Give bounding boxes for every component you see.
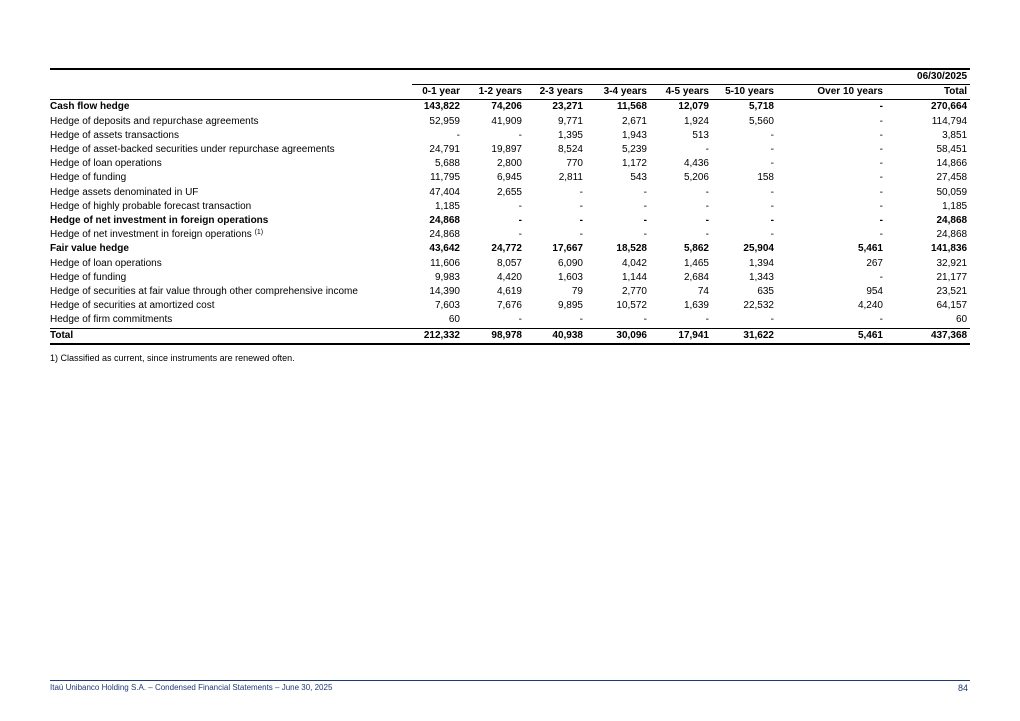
table-row [50, 171, 970, 185]
cell-value: 7,676 [496, 300, 522, 312]
cell-value: - [518, 314, 522, 326]
cell-value: 2,811 [558, 172, 583, 184]
column-header: 0-1 year [412, 85, 463, 100]
cell-value: 9,983 [434, 271, 460, 283]
cell-value: 2,671 [621, 115, 647, 127]
column-header: 2-3 years [525, 85, 586, 100]
cell-value: 14,390 [429, 286, 460, 298]
cell-value: 4,420 [496, 271, 522, 283]
row-label: Fair value hedge [50, 243, 129, 255]
cell-value: 270,664 [930, 101, 968, 113]
row-label: Hedge of loan operations [50, 257, 162, 269]
cell-value: 1,144 [621, 271, 647, 283]
total-value: 5,461 [777, 328, 886, 344]
cell-value: 24,868 [429, 229, 460, 241]
cell-value: - [770, 314, 774, 326]
footer-divider [50, 680, 970, 681]
footnote: 1) Classified as current, since instruments are renewed often. [50, 353, 295, 363]
cell-value: - [879, 101, 883, 113]
cell-value: 2,684 [683, 271, 709, 283]
cell-value: - [643, 314, 647, 326]
row-label: Hedge of assets transactions [50, 129, 179, 141]
footnote-marker: (1) [254, 229, 264, 237]
table-row [50, 257, 970, 271]
table-row [50, 143, 970, 157]
table-row [50, 285, 970, 299]
table-row [50, 228, 970, 242]
cell-value: 635 [757, 286, 774, 298]
cell-value: 1,603 [557, 271, 583, 283]
row-label: Hedge of funding [50, 172, 127, 184]
cell-value: - [518, 229, 522, 241]
cell-value: - [879, 229, 883, 241]
cell-value: - [579, 186, 583, 198]
cell-value: 4,619 [496, 286, 522, 298]
cell-value: 9,895 [557, 300, 583, 312]
cell-value: 24,791 [429, 144, 460, 156]
row-label: Hedge of securities at amortized cost [50, 300, 215, 312]
cell-value: - [643, 229, 647, 241]
cell-value: - [879, 115, 883, 127]
cell-value: 74,206 [491, 101, 522, 113]
row-label: Hedge of securities at fair value through other comprehensive income [50, 286, 358, 298]
row-label: Hedge of deposits and repurchase agreements [50, 115, 259, 127]
cell-value: 64,157 [936, 300, 968, 312]
row-label: Hedge of net investment in foreign operations [50, 229, 252, 241]
cell-value: 954 [866, 286, 883, 298]
cell-value: 158 [757, 172, 774, 184]
row-label: Hedge of funding [50, 271, 127, 283]
cell-value: 267 [866, 257, 883, 269]
cell-value: 1,395 [557, 129, 583, 141]
cell-value: 27,458 [936, 172, 968, 184]
table-row [50, 299, 970, 313]
cell-value: - [705, 186, 709, 198]
cell-value: - [879, 158, 883, 170]
cell-value: 21,177 [936, 271, 968, 283]
column-header: 1-2 years [463, 85, 525, 100]
table-row [50, 157, 970, 171]
cell-value: - [456, 129, 460, 141]
cell-value: 1,185 [942, 200, 968, 212]
cell-value: - [879, 144, 883, 156]
cell-value: 2,800 [496, 158, 522, 170]
table-row [50, 271, 970, 285]
cell-value: 3,851 [942, 129, 968, 141]
cell-value: 5,862 [683, 243, 709, 255]
cell-value: 7,603 [434, 300, 460, 312]
cell-value: 4,436 [683, 158, 709, 170]
cell-value: - [643, 186, 647, 198]
row-label: Hedge of net investment in foreign operations [50, 215, 269, 227]
cell-value: - [770, 129, 774, 141]
cell-value: 1,185 [434, 200, 460, 212]
column-header: Total [886, 85, 970, 100]
cell-value: 74 [697, 286, 709, 298]
cell-value: - [705, 215, 709, 227]
cell-value: - [770, 158, 774, 170]
total-value: 437,368 [886, 328, 970, 344]
row-label: Cash flow hedge [50, 101, 130, 113]
total-value: 30,096 [586, 328, 650, 344]
cell-value: - [579, 215, 583, 227]
cell-value: 24,868 [936, 229, 968, 241]
cell-value: - [705, 314, 709, 326]
column-header: 3-4 years [586, 85, 650, 100]
cell-value: 4,240 [857, 300, 883, 312]
cell-value: - [643, 200, 647, 212]
row-label: Hedge of highly probable forecast transaction [50, 200, 252, 212]
page-number: 84 [957, 683, 968, 693]
cell-value: 32,921 [936, 257, 968, 269]
group-row [50, 242, 970, 256]
cell-value: - [770, 229, 774, 241]
cell-value: 60 [955, 314, 968, 326]
cell-value: - [518, 129, 522, 141]
row-label: Hedge assets denominated in UF [50, 186, 199, 198]
cell-value: 14,866 [936, 158, 968, 170]
cell-value: - [879, 186, 883, 198]
cell-value: 58,451 [936, 144, 968, 156]
cell-value: - [879, 172, 883, 184]
cell-value: 23,521 [936, 286, 968, 298]
cell-value: - [879, 215, 883, 227]
cell-value: 10,572 [616, 300, 647, 312]
cell-value: 5,560 [748, 115, 774, 127]
total-label: Total [50, 328, 412, 344]
cell-value: 543 [630, 172, 647, 184]
cell-value: 1,924 [683, 115, 709, 127]
cell-value: - [879, 314, 883, 326]
cell-value: 513 [692, 129, 709, 141]
cell-value: 41,909 [491, 115, 522, 127]
column-header: Over 10 years [777, 85, 886, 100]
cell-value: 114,794 [931, 115, 968, 127]
cell-value: 25,904 [743, 243, 774, 255]
cell-value: - [770, 200, 774, 212]
cell-value: 6,945 [496, 172, 522, 184]
cell-value: 5,239 [621, 144, 647, 156]
cell-value: - [643, 215, 647, 227]
cell-value: 24,772 [491, 243, 522, 255]
cell-value: 24,868 [429, 215, 460, 227]
cell-value: 143,822 [423, 101, 460, 113]
table-row [50, 186, 970, 200]
cell-value: 1,465 [683, 257, 709, 269]
table-row [50, 200, 970, 214]
row-label: Hedge of asset-backed securities under repurchase agreements [50, 144, 335, 156]
cell-value: - [705, 200, 709, 212]
cell-value: 9,771 [557, 115, 583, 127]
cell-value: 1,343 [748, 271, 774, 283]
cell-value: - [770, 186, 774, 198]
cell-value: 4,042 [621, 257, 647, 269]
cell-value: 47,404 [429, 186, 460, 198]
cell-value: 141,836 [930, 243, 968, 255]
total-row [50, 328, 970, 344]
cell-value: 11,606 [430, 257, 460, 269]
column-header: 5-10 years [712, 85, 777, 100]
cell-value: 6,090 [557, 257, 583, 269]
cell-value: 1,943 [621, 129, 647, 141]
cell-value: - [879, 200, 883, 212]
cell-value: 43,642 [429, 243, 460, 255]
cell-value: 79 [571, 286, 583, 298]
table-row [50, 129, 970, 143]
cell-value: 1,394 [748, 257, 774, 269]
cell-value: - [579, 229, 583, 241]
cell-value: - [705, 229, 709, 241]
cell-value: 11,795 [430, 172, 460, 184]
cell-value: 50,059 [936, 186, 968, 198]
total-value: 31,622 [712, 328, 777, 344]
cell-value: - [518, 200, 522, 212]
cell-value: 2,655 [496, 186, 522, 198]
cell-value: 60 [448, 314, 460, 326]
cell-value: 23,271 [552, 101, 583, 113]
cell-value: 19,897 [491, 144, 522, 156]
group-row [50, 214, 970, 228]
cell-value: 22,532 [743, 300, 774, 312]
cell-value: - [770, 215, 774, 227]
row-label: Hedge of firm commitments [50, 314, 173, 326]
table-row [50, 313, 970, 328]
cell-value: - [770, 144, 774, 156]
cell-value: 5,461 [857, 243, 883, 255]
cell-value: - [579, 314, 583, 326]
cell-value: 5,206 [683, 172, 709, 184]
cell-value: 5,718 [748, 101, 774, 113]
cell-value: 8,524 [557, 144, 583, 156]
column-header: 4-5 years [650, 85, 712, 100]
total-value: 98,978 [463, 328, 525, 344]
cell-value: 52,959 [429, 115, 460, 127]
cell-value: 12,079 [678, 101, 709, 113]
cell-value: 1,639 [683, 300, 709, 312]
footer-caption: Itaú Unibanco Holding S.A. – Condensed Financial Statements – June 30, 2025 [50, 683, 333, 692]
cell-value: 1,172 [621, 158, 647, 170]
cell-value: 2,770 [621, 286, 647, 298]
cell-value: 11,568 [616, 101, 647, 113]
cell-value: 18,528 [616, 243, 647, 255]
cell-value: 24,868 [936, 215, 968, 227]
total-value: 212,332 [412, 328, 463, 344]
hedge-maturity-table [50, 68, 970, 345]
table-row [50, 115, 970, 129]
cell-value: 5,688 [434, 158, 460, 170]
cell-value: 770 [566, 158, 583, 170]
cell-value: - [579, 200, 583, 212]
cell-value: - [518, 215, 522, 227]
cell-value: 17,667 [552, 243, 583, 255]
row-label: Hedge of loan operations [50, 158, 162, 170]
cell-value: - [879, 271, 883, 283]
total-value: 17,941 [650, 328, 712, 344]
group-row [50, 100, 970, 115]
cell-value: - [705, 144, 709, 156]
cell-value: 8,057 [496, 257, 522, 269]
cell-value: - [879, 129, 883, 141]
date-header: 06/30/2025 [412, 70, 970, 85]
total-value: 40,938 [525, 328, 586, 344]
